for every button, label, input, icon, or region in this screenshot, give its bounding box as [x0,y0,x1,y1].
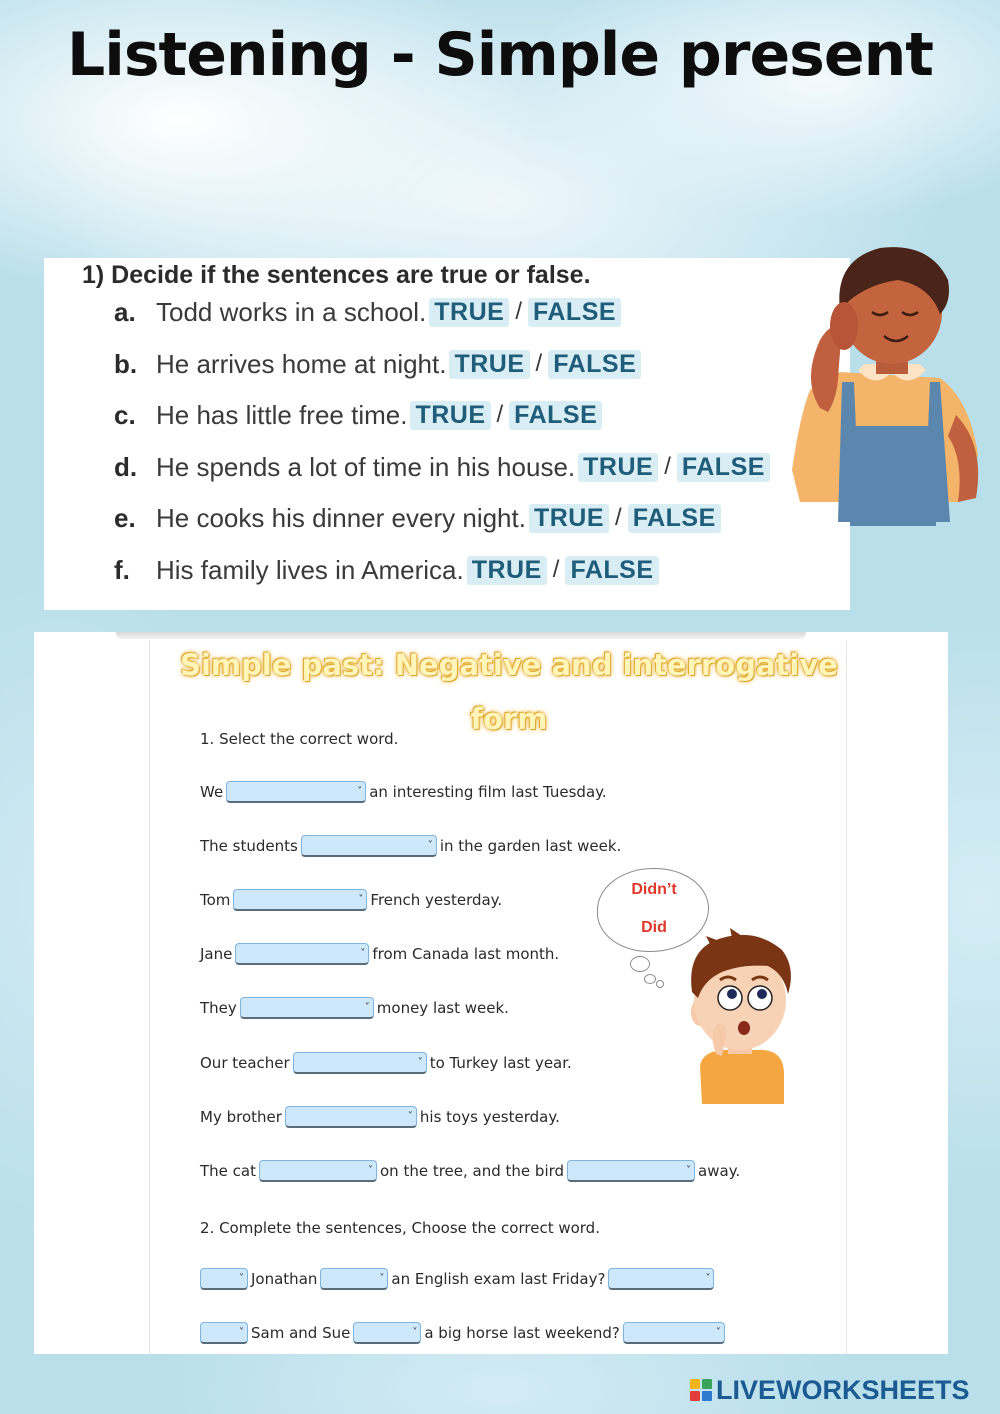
divider [846,640,847,1354]
answer-dropdown[interactable]: ˅ [293,1052,427,1074]
separator: / [664,453,671,480]
question-row [200,1319,728,1347]
sentence-row [200,886,502,914]
true-option[interactable]: TRUE [578,453,658,482]
task-2-instruction: 2. Complete the sentences, Choose the correct word. [200,1219,600,1237]
true-option[interactable]: TRUE [449,350,529,379]
item-letter: a. [114,296,136,327]
list-item [114,344,641,384]
title-line-1: Simple past: Negative and interrogative [180,648,838,682]
sentence-text: from Canada last month. [372,945,560,963]
simple-past-worksheet-panel [34,632,948,1354]
sentence-text: Jane [200,945,233,963]
separator: / [552,556,560,583]
divider [149,640,150,1354]
item-text: He cooks his dinner every night. [156,502,526,533]
item-text: He has little free time. [156,399,408,430]
sentence-text: My brother [200,1108,282,1126]
answer-dropdown[interactable]: ˅ [285,1106,417,1128]
answer-dropdown[interactable]: ˅ [320,1268,388,1290]
liveworksheets-logo [690,1374,970,1406]
answer-dropdown[interactable]: ˅ [301,835,437,857]
sentence-text: a big horse last weekend? [424,1324,620,1342]
true-option[interactable]: TRUE [429,298,509,327]
false-option[interactable]: FALSE [509,401,602,430]
list-item [114,447,770,487]
sentence-text: Jonathan [251,1270,318,1288]
sentence-text: an English exam last Friday? [391,1270,606,1288]
thinking-boy-illustration [672,928,804,1104]
false-option[interactable]: FALSE [548,350,641,379]
sentence-row [200,1049,572,1077]
item-text: He spends a lot of time in his house. [156,451,576,482]
answer-dropdown[interactable]: ˅ [235,943,369,965]
false-option[interactable]: FALSE [628,504,721,533]
sentence-text: The students [200,837,298,855]
false-option[interactable]: FALSE [528,298,621,327]
list-item [114,292,621,332]
answer-dropdown[interactable]: ˅ [259,1160,377,1182]
item-letter: e. [114,502,136,533]
sentence-row [200,994,509,1022]
separator: / [535,350,543,377]
item-letter: b. [114,348,138,379]
task-1-instruction: 1. Select the correct word. [200,730,399,748]
bubble-option-didnt: Didn’t [631,881,677,898]
false-option[interactable]: FALSE [565,556,658,585]
question-row [200,1265,717,1293]
sentence-row [200,940,559,968]
sentence-text: to Turkey last year. [429,1054,572,1072]
separator: / [615,504,622,531]
list-item [114,550,659,590]
separator: / [515,298,522,325]
listening-boy-illustration [780,240,990,530]
item-text: Todd works in a school. [156,296,427,327]
page-title: Listening - Simple present [67,20,933,90]
answer-dropdown[interactable]: ˅ [240,997,374,1019]
item-text: His family lives in America. [156,554,464,585]
answer-dropdown[interactable]: ˅ [233,889,367,911]
title-line-2: form [470,702,548,736]
answer-dropdown[interactable]: ˅ [200,1268,248,1290]
sentence-text: French yesterday. [370,891,503,909]
sentence-text: his toys yesterday. [419,1108,560,1126]
item-letter: f. [114,554,130,585]
true-option[interactable]: TRUE [410,401,490,430]
section1-heading: 1) Decide if the sentences are true or false. [82,261,591,289]
sentence-row [200,778,607,806]
false-option[interactable]: FALSE [677,453,770,482]
thought-dot [644,974,656,984]
sentence-row [200,832,621,860]
list-item [114,498,721,538]
sentence-text: Tom [200,891,231,909]
sentence-text: We [200,783,224,801]
true-option[interactable]: TRUE [467,556,547,585]
answer-dropdown[interactable]: ˅ [200,1322,248,1344]
true-option[interactable]: TRUE [529,504,609,533]
bubble-option-did: Did [641,919,667,936]
sentence-row [200,1103,560,1131]
item-letter: c. [114,399,136,430]
thought-dot [656,980,664,988]
logo-mark-icon [690,1379,712,1401]
item-text: He arrives home at night. [156,348,447,379]
logo-text: LIVEWORKSHEETS [716,1374,970,1405]
item-letter: d. [114,451,138,482]
answer-dropdown[interactable]: ˅ [226,781,366,803]
sentence-text: They [200,999,237,1017]
sentence-text: Our teacher [200,1054,290,1072]
true-false-panel [44,258,850,610]
answer-dropdown[interactable]: ˅ [567,1160,695,1182]
separator: / [496,401,504,428]
thought-dot [630,956,650,972]
sentence-text: Sam and Sue [251,1324,351,1342]
sentence-text: The cat [200,1162,256,1180]
answer-dropdown[interactable]: ˅ [353,1322,421,1344]
sentence-text: away. [698,1162,741,1180]
sentence-text: in the garden last week. [439,837,622,855]
sentence-text: on the tree, and the bird [380,1162,565,1180]
answer-dropdown[interactable]: ˅ [623,1322,725,1344]
sentence-text: money last week. [376,999,509,1017]
answer-dropdown[interactable]: ˅ [608,1268,714,1290]
sentence-row [200,1157,740,1185]
sentence-text: an interesting film last Tuesday. [369,783,607,801]
list-item [114,395,602,435]
